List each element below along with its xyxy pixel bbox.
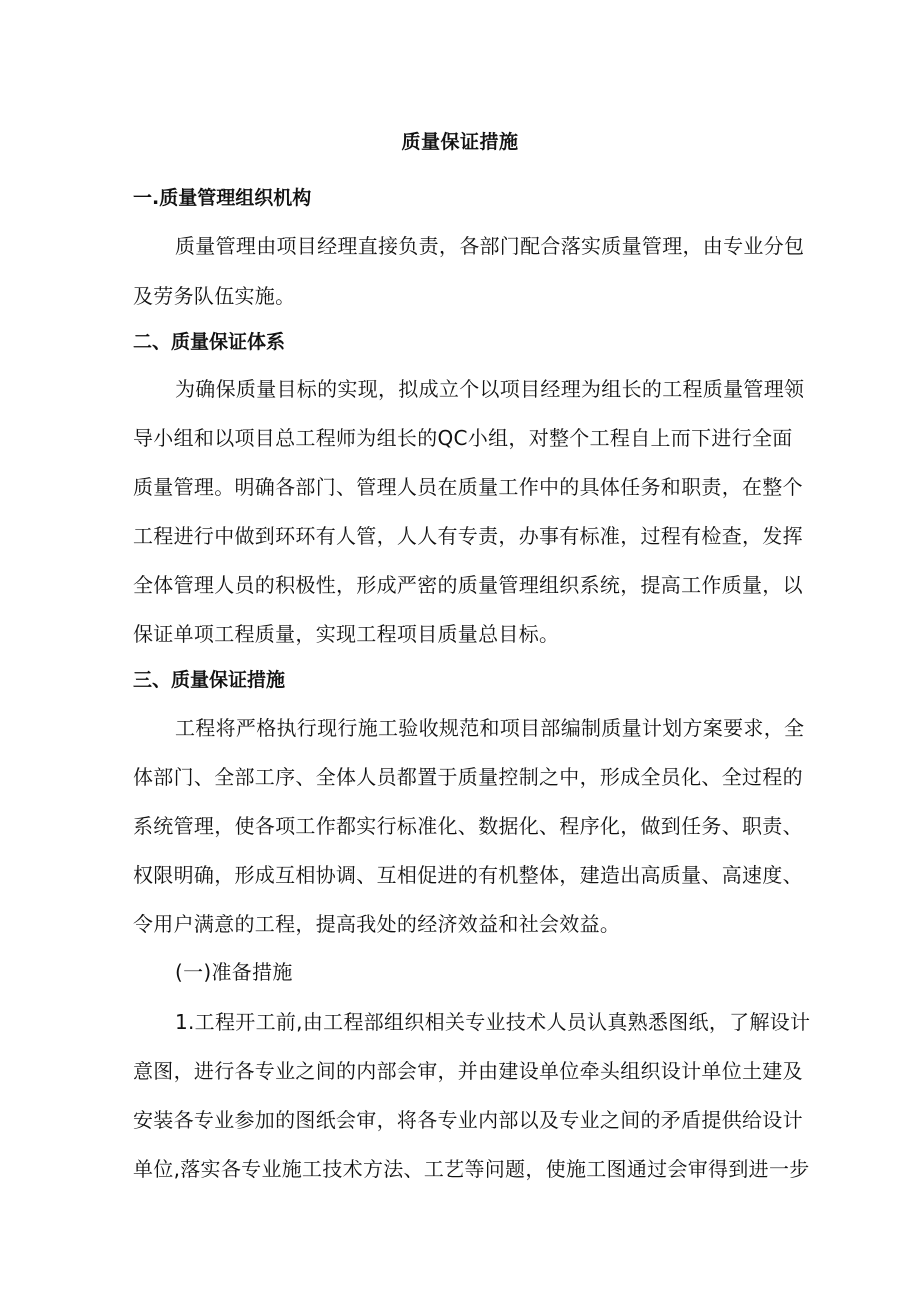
paragraph-line: 工程进行中做到环环有人管，人人有专责，办事有标准，过程有检查，发挥 bbox=[133, 524, 803, 548]
paragraph-line: 导小组和以项目总工程师为组长的QC小组，对整个工程自上而下进行全面 bbox=[133, 426, 793, 450]
paragraph-line: 系统管理，使各项工作都实行标准化、数据化、程序化，做到任务、职责、 bbox=[133, 814, 803, 838]
section-heading-3: 三、质量保证措施 bbox=[133, 669, 286, 691]
paragraph-line: 单位,落实各专业施工技术方法、工艺等问题，使施工图通过会审得到进一步 bbox=[133, 1157, 810, 1181]
document-title: 质量保证措施 bbox=[401, 131, 519, 153]
subsection-heading: (一)准备措施 bbox=[175, 960, 293, 984]
paragraph-line: 工程将严格执行现行施工验收规范和项目部编制质量计划方案要求，全 bbox=[175, 716, 805, 740]
paragraph-line: 为确保质量目标的实现，拟成立个以项目经理为组长的工程质量管理领 bbox=[175, 377, 805, 401]
paragraph-line: 保证单项工程质量，实现工程项目质量总目标。 bbox=[133, 622, 560, 646]
paragraph-line: 质量管理。明确各部门、管理人员在质量工作中的具体任务和职责，在整个 bbox=[133, 475, 803, 499]
paragraph-line: 质量管理由项目经理直接负责，各部门配合落实质量管理，由专业分包 bbox=[175, 234, 805, 258]
paragraph-line: 令用户满意的工程，提高我处的经济效益和社会效益。 bbox=[133, 912, 621, 936]
paragraph-line: 1.工程开工前,由工程部组织相关专业技术人员认真熟悉图纸，了解设计 bbox=[175, 1010, 811, 1034]
section-heading-2: 二、质量保证体系 bbox=[133, 331, 286, 353]
paragraph-line: 体部门、全部工序、全体人员都置于质量控制之中，形成全员化、全过程的 bbox=[133, 765, 803, 789]
section-heading-1: 一.质量管理组织机构 bbox=[133, 187, 312, 209]
paragraph-line: 安装各专业参加的图纸会审，将各专业内部以及专业之间的矛盾提供给设计 bbox=[133, 1108, 803, 1132]
paragraph-line: 全体管理人员的积极性，形成严密的质量管理组织系统，提高工作质量，以 bbox=[133, 573, 803, 597]
paragraph-line: 权限明确，形成互相协调、互相促进的有机整体，建造出高质量、高速度、 bbox=[133, 863, 803, 887]
paragraph-line: 及劳务队伍实施。 bbox=[133, 284, 296, 308]
paragraph-line: 意图，进行各专业之间的内部会审，并由建设单位牵头组织设计单位土建及 bbox=[133, 1059, 803, 1083]
